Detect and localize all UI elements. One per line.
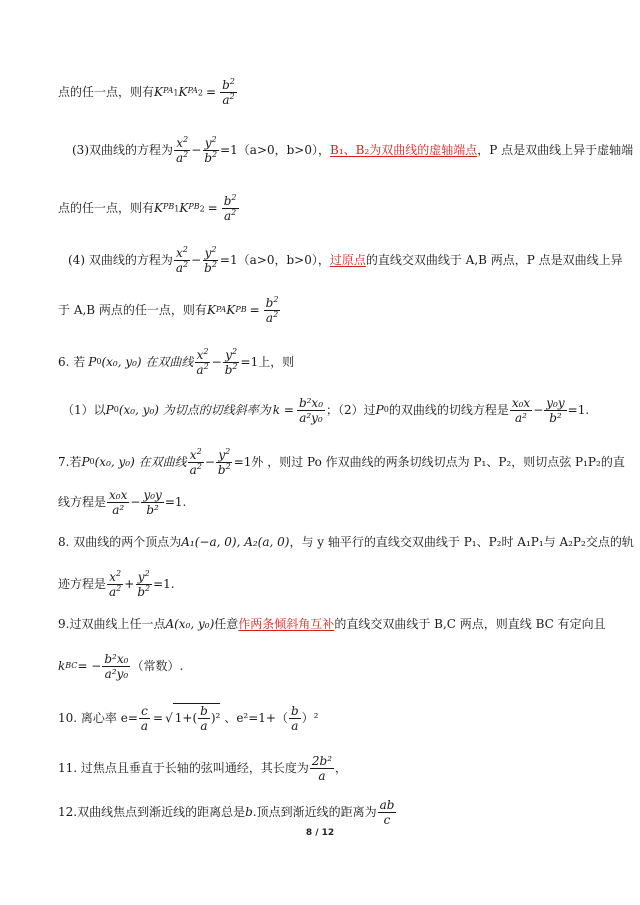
fraction-slope: $\frac{\text{b²x₀}}{\text{a²y₀}}$ (298, 395, 324, 425)
text-line-16: 12.双曲线焦点到渐近线的距离总是 b .顶点到渐近线的距离为 $\frac{ab}{c}$ (58, 797, 395, 827)
fraction-x: $\frac{x^2}{a^2}$ (196, 346, 209, 377)
fraction-x: $\frac{x^2}{a^2}$ (175, 244, 189, 275)
fraction-y: $\frac{y^2}{b^2}$ (204, 244, 217, 275)
text-line-9: 线方程是 $\frac{\text{x₀x}}{\text{a²}}$ − $\frac{\text{y₀y}}{\text{b²}}$ =1. (58, 487, 187, 517)
highlighted-text: 作两条倾斜角互补 (238, 616, 335, 631)
text: 点的任一点，则有 (58, 84, 155, 99)
fraction: $\frac{ab}{c}$ (379, 797, 395, 827)
fraction-slope: $\frac{\text{b²x₀}}{\text{a²y₀}}$ (104, 651, 129, 681)
text-line-5: 于 A,B 两点的任一点，则有 K PA K PB = $\frac{b^2}{a^2}$ (58, 294, 279, 325)
fraction: $\frac{\text{x₀x}}{\text{a²}}$ (511, 395, 531, 425)
fraction: $\frac{b^2}{a^2}$ (265, 294, 279, 325)
text-line-2: (3)双曲线的方程为 $\frac{x^2}{a^2}$ − $\frac{y^2}{b^2}$ =1（a>0，b>0）， B₁、B₂为双曲线的虚轴端点 ，P 点是双曲线上异于虚轴端 (72, 134, 634, 165)
text-line-15: 11. 过焦点且垂直于长轴的弦叫通经，其长度为 $\frac{\text{2b²}}{a}$ ， (58, 753, 348, 783)
math-k: K (154, 84, 163, 99)
fraction: $\frac{b^2}{a^2}$ (222, 76, 235, 107)
fraction: $\frac{\text{2b²}}{a}$ (311, 753, 333, 783)
text-line-10: 8. 双曲线的两个顶点为 A₁(−a, 0), A₂(a, 0) ，与 y 轴平行的直线交双曲线于 P₁、P₂时 A₁P₁与 A₂P₂交点的轨 (58, 534, 634, 549)
fraction: $\frac{c}{a}$ (140, 703, 149, 733)
fraction-y: $\frac{y^2}{b^2}$ (204, 134, 218, 165)
text-line-8: 7.若 P 0 (x₀, y₀) 在双曲线 $\frac{x^2}{a^2}$ − $\frac{y^2}{b^2}$ =1外 ，则过 Po 作双曲线的两条切线切点为 P₁、P₂，则切点弦 P₁P₂的直 (58, 446, 625, 477)
fraction-x: $\frac{x^2}{a^2}$ (109, 568, 122, 599)
highlighted-text: B₁、B₂为双曲线的虚轴端点 (330, 142, 478, 157)
fraction-y: $\frac{y^2}{b^2}$ (137, 568, 151, 599)
fraction-y: $\frac{y^2}{b^2}$ (224, 346, 238, 377)
sqrt: √ 1+( $\frac{b}{a}$ )² (165, 704, 221, 733)
text-line-7: （1）以 P 0 (x₀, y₀) 为切点的切线斜率为 k = $\frac{\text{b²x₀}}{\text{a²y₀}}$ ；（2）过 P 0 的双曲线的切线方程是 $\frac{\text{x₀x}}{\text{a²}}$ − $\frac{\text{y₀y}}{\text{b²}}$ =1. (62, 395, 590, 425)
text-line-14: 10. 离心率 e= $\frac{c}{a}$ = √ 1+( $\frac{b}{a}$ )² 、e²=1+（ $\frac{b}{a}$ ）² (58, 703, 319, 733)
text-line-4: (4) 双曲线的方程为 $\frac{x^2}{a^2}$ − $\frac{y^2}{b^2}$ =1（a>0，b>0）， 过原点 的直线交双曲线于 A,B 两点，P 点是双曲线上异 (68, 244, 623, 275)
fraction: $\frac{b}{a}$ (200, 704, 208, 733)
text-line-3: 点的任一点，则有 K $PB_1$ K $PB_2$ = $\frac{b^2}{a^2}$ (58, 192, 237, 223)
fraction-x: $\frac{x^2}{a^2}$ (189, 446, 202, 477)
text-line-12: 9.过双曲线上任一点 A(x₀, y₀) 任意 作两条倾斜角互补 的直线交双曲线于 B,C 两点，则直线 BC 有定向且 (58, 616, 606, 631)
fraction-x: $\frac{x^2}{a^2}$ (176, 134, 189, 165)
text-line-11: 迹方程是 $\frac{x^2}{a^2}$ + $\frac{y^2}{b^2}$ =1. (58, 568, 175, 599)
fraction: $\frac{b}{a}$ (290, 703, 299, 733)
text-line-6: 6. 若 P 0 (x₀, y₀) 在双曲线 $\frac{x^2}{a^2}$ − $\frac{y^2}{b^2}$ =1上，则 (58, 346, 295, 377)
highlighted-text: 过原点 (329, 252, 366, 267)
fraction: $\frac{b^2}{a^2}$ (223, 192, 237, 223)
page-number: 8 / 12 (305, 828, 335, 838)
text-line-13: k BC = − $\frac{\text{b²x₀}}{\text{a²y₀}}$ （常数）. (58, 651, 184, 681)
fraction: $\frac{\text{x₀x}}{\text{a²}}$ (109, 487, 128, 517)
math-k: K (178, 84, 188, 99)
fraction: $\frac{\text{y₀y}}{\text{b²}}$ (143, 487, 162, 517)
fraction: $\frac{\text{y₀y}}{\text{b²}}$ (546, 395, 565, 425)
fraction-y: $\frac{y^2}{b^2}$ (217, 446, 231, 477)
text-line-1: 点的任一点，则有 K $PA_1$ K $PA_2$ = $\frac{b^2}{a^2}$ (58, 76, 235, 107)
